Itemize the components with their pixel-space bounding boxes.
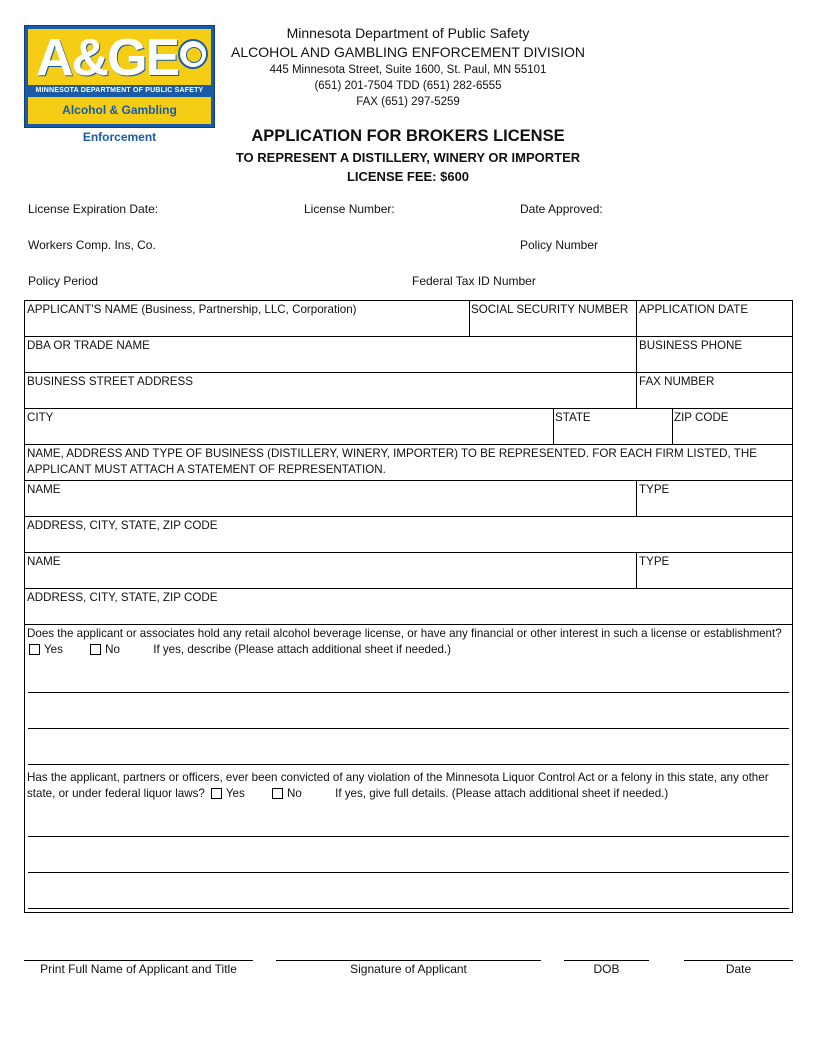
policy-period-label: Policy Period [28, 274, 99, 288]
q1-yes-label: Yes [44, 643, 63, 656]
representation-instructions: NAME, ADDRESS AND TYPE OF BUSINESS (DISTILLERY, WINERY, IMPORTER) TO BE REPRESENTED. FOR EACH FIRM LISTED, THE APPLICANT MUST ATTACH A STATEMENT OF REPRESENTATION. [27, 447, 757, 476]
q2-answer-line-2[interactable] [28, 872, 789, 873]
q2-yes-checkbox[interactable] [211, 788, 222, 799]
q2-no-label: No [287, 787, 302, 800]
applicant-name-field[interactable]: APPLICANT'S NAME (Business, Partnership, LLC, Corporation) [27, 303, 357, 316]
street-address-field[interactable]: BUSINESS STREET ADDRESS [27, 375, 194, 388]
dob-label: DOB [593, 962, 620, 976]
dba-field[interactable]: DBA OR TRADE NAME [27, 339, 150, 352]
q2-no-checkbox[interactable] [272, 788, 283, 799]
q1-yes-checkbox[interactable] [29, 644, 40, 655]
signature-label: Signature of Applicant [350, 962, 467, 976]
question-convictions [27, 770, 791, 802]
firm1-type-field[interactable]: TYPE [639, 483, 670, 496]
date-approved-label: Date Approved: [520, 202, 603, 216]
date-label: Date [725, 962, 752, 976]
agency-logo [24, 25, 215, 144]
q1-no-label: No [105, 643, 120, 656]
print-name-line[interactable] [24, 960, 253, 961]
state-field[interactable]: STATE [555, 411, 591, 424]
q2-answer-line-3[interactable] [28, 908, 789, 909]
workers-comp-label: Workers Comp. Ins, Co. [28, 238, 156, 252]
q1-no-option[interactable] [88, 642, 120, 658]
zip-field[interactable]: ZIP CODE [674, 411, 729, 424]
q2-details-instruction: If yes, give full details. (Please attach additional sheet if needed.) [335, 787, 669, 800]
q1-describe-instruction: If yes, describe (Please attach additional sheet if needed.) [153, 643, 451, 656]
fax-number-field[interactable]: FAX NUMBER [639, 375, 715, 388]
firm2-name-field[interactable]: NAME [27, 555, 61, 568]
q1-yes-option[interactable] [27, 642, 63, 658]
license-number-label: License Number: [304, 202, 395, 216]
question2-text: Has the applicant, partners or officers, ever been convicted of any violation of the Minnesota Liquor Control Act or a felony in this state, any other state, or under federal liquor laws? [27, 771, 769, 800]
signature-line[interactable] [276, 960, 541, 961]
state-seal-icon [178, 39, 208, 69]
q2-yes-option[interactable] [209, 786, 245, 802]
federal-tax-id-label: Federal Tax ID Number [412, 274, 536, 288]
form-title: APPLICATION FOR BROKERS LICENSE [251, 127, 565, 145]
agency-name: Minnesota Department of Public Safety [286, 25, 530, 41]
form-subtitle: TO REPRESENT A DISTILLERY, WINERY OR IMPORTER [235, 150, 581, 165]
logo-department: MINNESOTA DEPARTMENT OF PUBLIC SAFETY [28, 85, 211, 96]
q2-yes-label: Yes [225, 787, 245, 800]
q2-answer-line-1[interactable] [28, 836, 789, 837]
ssn-field[interactable]: SOCIAL SECURITY NUMBER [471, 303, 629, 316]
q1-answer-line-1[interactable] [28, 692, 789, 693]
city-field[interactable]: CITY [27, 411, 54, 424]
division-name: ALCOHOL AND GAMBLING ENFORCEMENT DIVISION [231, 44, 585, 60]
application-date-field[interactable]: APPLICATION DATE [639, 303, 749, 316]
expiration-date-label: License Expiration Date: [28, 202, 159, 216]
print-name-label: Print Full Name of Applicant and Title [40, 962, 237, 976]
agency-phone: (651) 201-7504 TDD (651) 282-6555 [314, 80, 502, 92]
question-retail-interest [27, 626, 789, 658]
application-form-table [24, 300, 793, 913]
q1-no-checkbox[interactable] [90, 644, 101, 655]
q1-answer-line-2[interactable] [28, 728, 789, 729]
logo-top-panel [28, 29, 211, 85]
business-phone-field[interactable]: BUSINESS PHONE [639, 339, 743, 352]
policy-number-label: Policy Number [520, 238, 599, 252]
firm2-type-field[interactable]: TYPE [639, 555, 670, 568]
agency-address: 445 Minnesota Street, Suite 1600, St. Paul, MN 55101 [269, 64, 547, 76]
date-line[interactable] [684, 960, 793, 961]
question1-text: Does the applicant or associates hold any retail alcohol beverage license, or have any financial or other interest in such a license or establishment? [27, 627, 782, 640]
agency-fax: FAX (651) 297-5259 [356, 96, 460, 108]
firm1-name-field[interactable]: NAME [27, 483, 61, 496]
logo-name: Alcohol & Gambling Enforcement [28, 97, 211, 124]
q1-answer-line-3[interactable] [28, 764, 789, 765]
dob-line[interactable] [564, 960, 649, 961]
logo-letters: A&GE [36, 29, 179, 85]
firm1-address-field[interactable]: ADDRESS, CITY, STATE, ZIP CODE [27, 519, 218, 532]
firm2-address-field[interactable]: ADDRESS, CITY, STATE, ZIP CODE [27, 591, 218, 604]
license-fee: LICENSE FEE: $600 [346, 169, 470, 184]
q2-no-option[interactable] [270, 786, 302, 802]
